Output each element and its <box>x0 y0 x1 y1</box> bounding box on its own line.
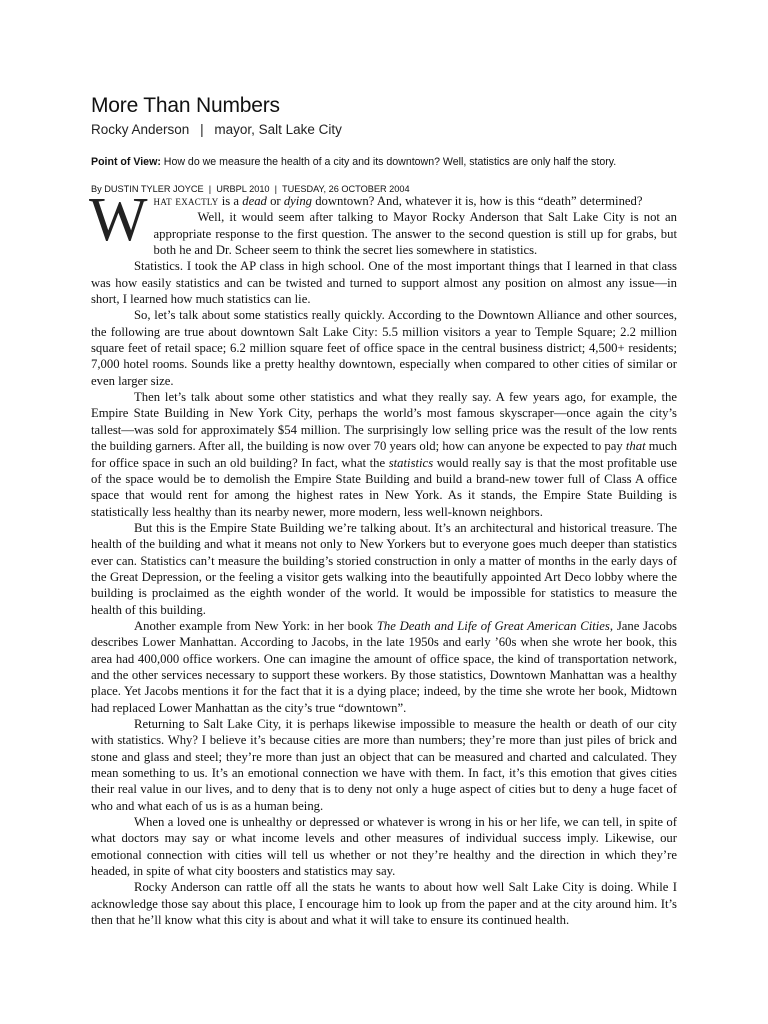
article-title: More Than Numbers <box>91 94 280 117</box>
p4-that: that <box>625 439 646 454</box>
p4-text-a: Then let’s talk about some other statistics and what they really say. A few years ago, for example, the Empire State Building in New York City, perhaps the world’s most famous skyscraper—once again the city’s tallest—was sold for approximately $54 million. The surprisingly low selling price was the result of the low rents the building garners. After all, the building is now over 70 years old; how can anyone be expected to pay <box>91 390 677 454</box>
paragraph-3: So, let’s talk about some statistics really quickly. According to the Downtown Alliance and other sources, the following are true about downtown Salt Lake City: 5.5 million visitors a year to Temple Square; 2.2 million square feet of retail space; 6.2 million square feet of office space in the central business district; 4,500+ residents; 7,000 hotel rooms. Sounds like a pretty healthy downtown, especially when compared to other cities of similar or even larger size. <box>91 308 677 388</box>
point-of-view <box>91 156 616 168</box>
paragraph-8: When a loved one is unhealthy or depressed or whatever is wrong in his or her life, we can tell, in spite of what doctors may say or what income levels and other measures of individual success imply. Likewise, our emotional connection with cities will tell us whether or not they’re healthy and the direction in which they’re headed, in spite of what city boosters and statistics may say. <box>91 815 677 879</box>
paragraph-9: Rocky Anderson can rattle off all the stats he wants to about how well Salt Lake City is doing. While I acknowledge those say about this place, I encourage him to look up from the paper and at the city around him. It’s then that he’ll know what this city is about and what it will take to ensure its continued health. <box>91 880 677 928</box>
p1-text-b: or <box>266 194 284 208</box>
p1-text-d: Well, it would seem after talking to Mayor Rocky Anderson that Salt Lake City is not an appropriate response to the first question. The answer to the second question is still up for grabs, but both he and Dr. Scheer seem to think the secret lies somewhere in statistics. <box>153 210 677 258</box>
pov-text: How do we measure the health of a city and its downtown? Well, statistics are only half the story. <box>163 156 617 168</box>
p6-book-title: The Death and Life of Great American Cities <box>376 618 610 633</box>
byline-role: mayor, Salt Lake City <box>214 122 342 137</box>
paragraph-4 <box>91 389 677 520</box>
pov-label: Point of View: <box>91 156 161 168</box>
lead-in: hat exactly <box>153 194 219 208</box>
p1-text-c: downtown? And, whatever it is, how is this “death” determined? <box>312 194 643 208</box>
paragraph-2: Statistics. I took the AP class in high school. One of the most important things that I learned in that class was how easily statistics and can be twisted and turned to support almost any position on almost any issue—in short, I learned how much statistics can lie. <box>91 259 677 307</box>
p1-text-a: is a <box>218 194 243 208</box>
p4-text-b: much for office space in such an old building? In fact, what the <box>91 439 677 470</box>
paragraph-7: Returning to Salt Lake City, it is perhaps likewise impossible to measure the health or death of our city with statistics. Why? I believe it’s because cities are more than numbers; they’re more than just piles of brick and stone and glass and steel; they’re more than just an object that can be measured and charted and calculated. They mean something to us. It’s an emotional connection we have with them. In fact, it’s this emotion that gives cities their real value in our lives, and to deny that is to deny not only a huge aspect of cities but to deny a huge facet of who and what each of us is as a human being. <box>91 717 677 813</box>
paragraph-5: But this is the Empire State Building we’re talking about. It’s an architectural and historical treasure. The health of the building and what it means not only to New Yorkers but to everyone goes much deeper than statistics ever can. Statistics can’t measure the building’s storied construction in only a matter of months in the early days of the Great Depression, or the feeling a visitor gets walking into the beautifully appointed Art Deco lobby where the building is proclaimed as the eighth wonder of the world. It would be impossible for statistics to measure the health of this building. <box>91 520 677 617</box>
p6-text-a: Another example from New York: in her book <box>134 618 377 633</box>
byline-name: Rocky Anderson <box>91 122 190 137</box>
p6-text-b: , Jane Jacobs describes Lower Manhattan. According to Jacobs, in the late 1950s and early ’60s when she wrote her book, this area had 400,000 office workers. One can imagine the amount of office space, the kind of transportation network, and the other services necessary to support these workers. By those statistics, Downtown Manhattan was a healthy place. Yet Jacobs mentions it for the fact that it is a dying place; indeed, by the time she wrote her book, Midtown had replaced Lower Manhattan as the city’s true “downtown”. <box>91 618 677 715</box>
p1-dead: dead <box>242 194 267 208</box>
article-byline <box>91 122 342 137</box>
p4-statistics: statistics <box>388 455 434 470</box>
p4-text-c: would really say is that the most profitable use of the space would be to demolish the Empire State Building and build a brand-new tower full of Class A office space that would rent for among the highest rates in New York. As it stands, the Empire State Building is statistically less healthy than its nearby newer, more modern, less well-known neighbors. <box>91 455 677 519</box>
byline-separator: | <box>200 122 204 137</box>
dateline: By DUSTIN TYLER JOYCE | URBPL 2010 | TUESDAY, 26 OCTOBER 2004 <box>91 184 410 194</box>
p1-dying: dying <box>283 194 313 208</box>
drop-cap: W <box>89 186 148 254</box>
paragraph-6 <box>91 618 677 716</box>
